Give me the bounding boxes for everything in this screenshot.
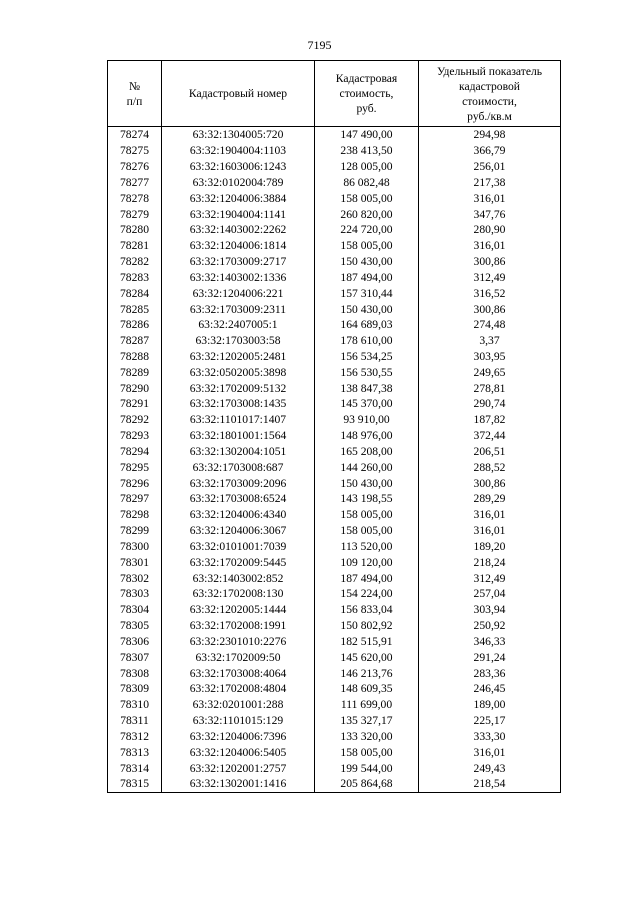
- row-number-cell: 78311: [108, 713, 162, 729]
- specific-indicator-cell: 291,24: [419, 649, 561, 665]
- row-number-cell: 78293: [108, 428, 162, 444]
- header-cadastral-number-label: Кадастровый номер: [188, 87, 288, 100]
- cadastral-value-cell: 224 720,00: [315, 222, 419, 238]
- table-row: [108, 760, 561, 776]
- row-number-cell: 78303: [108, 586, 162, 602]
- cadastral-value-cell: 158 005,00: [315, 744, 419, 760]
- specific-indicator-cell: 246,45: [419, 681, 561, 697]
- specific-indicator-cell: 249,65: [419, 364, 561, 380]
- cadastral-value-cell: 150 430,00: [315, 475, 419, 491]
- specific-indicator-cell: 346,33: [419, 634, 561, 650]
- header-number-sign: №: [128, 79, 141, 93]
- row-number-cell: 78284: [108, 285, 162, 301]
- specific-indicator-cell: 3,37: [419, 333, 561, 349]
- specific-indicator-cell: 249,43: [419, 760, 561, 776]
- specific-indicator-cell: 312,49: [419, 570, 561, 586]
- cadastral-value-cell: 148 609,35: [315, 681, 419, 697]
- cadastral-number-cell: 63:32:1204006:3884: [162, 190, 315, 206]
- specific-indicator-cell: 300,86: [419, 475, 561, 491]
- cadastral-number-cell: 63:32:1204006:5405: [162, 744, 315, 760]
- table-header: [108, 61, 561, 127]
- table-row: [108, 665, 561, 681]
- row-number-cell: 78302: [108, 570, 162, 586]
- header-cadastral-value: [315, 61, 419, 127]
- table-row: [108, 554, 561, 570]
- row-number-cell: 78283: [108, 269, 162, 285]
- cadastral-number-cell: 63:32:1702008:1991: [162, 618, 315, 634]
- row-number-cell: 78310: [108, 697, 162, 713]
- table-row: [108, 238, 561, 254]
- specific-indicator-cell: 316,01: [419, 744, 561, 760]
- cadastral-number-cell: 63:32:1801001:1564: [162, 428, 315, 444]
- cadastral-number-cell: 63:32:1202005:2481: [162, 349, 315, 365]
- table-body: [108, 127, 561, 793]
- cadastral-number-cell: 63:32:1703009:2096: [162, 475, 315, 491]
- row-number-cell: 78305: [108, 618, 162, 634]
- specific-indicator-cell: 250,92: [419, 618, 561, 634]
- cadastral-number-cell: 63:32:1702008:130: [162, 586, 315, 602]
- header-specific-indicator-line: Удельный показатель: [436, 64, 543, 78]
- specific-indicator-cell: 316,01: [419, 523, 561, 539]
- cadastral-number-cell: 63:32:1202001:2757: [162, 760, 315, 776]
- table-row: [108, 634, 561, 650]
- table-row: [108, 190, 561, 206]
- specific-indicator-cell: 218,24: [419, 554, 561, 570]
- table-row: [108, 143, 561, 159]
- row-number-cell: 78285: [108, 301, 162, 317]
- row-number-cell: 78279: [108, 206, 162, 222]
- cadastral-number-cell: 63:32:1204006:1814: [162, 238, 315, 254]
- cadastral-number-cell: 63:32:1702009:5132: [162, 380, 315, 396]
- row-number-cell: 78306: [108, 634, 162, 650]
- specific-indicator-cell: 278,81: [419, 380, 561, 396]
- row-number-cell: 78295: [108, 459, 162, 475]
- table-row: [108, 523, 561, 539]
- cadastral-value-cell: 145 370,00: [315, 396, 419, 412]
- cadastral-number-cell: 63:32:1702009:5445: [162, 554, 315, 570]
- table-row: [108, 127, 561, 143]
- table-row: [108, 269, 561, 285]
- row-number-cell: 78313: [108, 744, 162, 760]
- specific-indicator-cell: 206,51: [419, 444, 561, 460]
- specific-indicator-cell: 280,90: [419, 222, 561, 238]
- cadastral-value-cell: 109 120,00: [315, 554, 419, 570]
- cadastral-value-cell: 156 534,25: [315, 349, 419, 365]
- row-number-cell: 78278: [108, 190, 162, 206]
- specific-indicator-cell: 300,86: [419, 254, 561, 270]
- cadastral-number-cell: 63:32:1302001:1416: [162, 776, 315, 792]
- specific-indicator-cell: 316,52: [419, 285, 561, 301]
- table-row: [108, 206, 561, 222]
- table-row: [108, 364, 561, 380]
- cadastral-value-cell: 157 310,44: [315, 285, 419, 301]
- row-number-cell: 78286: [108, 317, 162, 333]
- row-number-cell: 78280: [108, 222, 162, 238]
- table-row: [108, 159, 561, 175]
- specific-indicator-cell: 257,04: [419, 586, 561, 602]
- row-number-cell: 78309: [108, 681, 162, 697]
- header-cadastral-value-line: руб.: [356, 102, 377, 115]
- cadastral-number-cell: 63:32:1603006:1243: [162, 159, 315, 175]
- header-specific-indicator: [419, 61, 561, 127]
- specific-indicator-cell: 290,74: [419, 396, 561, 412]
- table-row: [108, 254, 561, 270]
- cadastral-number-cell: 63:32:0102004:789: [162, 174, 315, 190]
- cadastral-value-cell: 158 005,00: [315, 523, 419, 539]
- cadastral-value-cell: 93 910,00: [315, 412, 419, 428]
- cadastral-value-cell: 238 413,50: [315, 143, 419, 159]
- cadastral-number-cell: 63:32:1204006:4340: [162, 507, 315, 523]
- specific-indicator-cell: 217,38: [419, 174, 561, 190]
- table-row: [108, 317, 561, 333]
- cadastral-number-cell: 63:32:1403002:1336: [162, 269, 315, 285]
- row-number-cell: 78300: [108, 539, 162, 555]
- cadastral-number-cell: 63:32:2301010:2276: [162, 634, 315, 650]
- specific-indicator-cell: 333,30: [419, 728, 561, 744]
- row-number-cell: 78299: [108, 523, 162, 539]
- specific-indicator-cell: 187,82: [419, 412, 561, 428]
- row-number-cell: 78315: [108, 776, 162, 792]
- cadastral-value-cell: 158 005,00: [315, 190, 419, 206]
- cadastral-value-cell: 150 802,92: [315, 618, 419, 634]
- header-row: [108, 61, 561, 127]
- row-number-cell: 78301: [108, 554, 162, 570]
- cadastral-value-table: [107, 60, 561, 793]
- specific-indicator-cell: 303,95: [419, 349, 561, 365]
- cadastral-number-cell: 63:32:0502005:3898: [162, 364, 315, 380]
- table-row: [108, 301, 561, 317]
- table-row: [108, 728, 561, 744]
- cadastral-value-cell: 178 610,00: [315, 333, 419, 349]
- table-row: [108, 444, 561, 460]
- cadastral-number-cell: 63:32:1904004:1103: [162, 143, 315, 159]
- cadastral-value-cell: 146 213,76: [315, 665, 419, 681]
- cadastral-number-cell: 63:32:1202005:1444: [162, 602, 315, 618]
- table-row: [108, 507, 561, 523]
- cadastral-number-cell: 63:32:1703008:6524: [162, 491, 315, 507]
- table-row: [108, 380, 561, 396]
- cadastral-value-cell: 111 699,00: [315, 697, 419, 713]
- cadastral-value-cell: 156 833,04: [315, 602, 419, 618]
- cadastral-value-cell: 148 976,00: [315, 428, 419, 444]
- cadastral-value-cell: 154 224,00: [315, 586, 419, 602]
- specific-indicator-cell: 312,49: [419, 269, 561, 285]
- cadastral-value-cell: 86 082,48: [315, 174, 419, 190]
- row-number-cell: 78297: [108, 491, 162, 507]
- table-row: [108, 349, 561, 365]
- table-row: [108, 222, 561, 238]
- cadastral-number-cell: 63:32:1101015:129: [162, 713, 315, 729]
- specific-indicator-cell: 300,86: [419, 301, 561, 317]
- header-specific-indicator-line: стоимости,: [462, 94, 517, 108]
- cadastral-number-cell: 63:32:1204006:221: [162, 285, 315, 301]
- cadastral-value-cell: 144 260,00: [315, 459, 419, 475]
- cadastral-number-cell: 63:32:1403002:2262: [162, 222, 315, 238]
- table-row: [108, 412, 561, 428]
- cadastral-value-cell: 164 689,03: [315, 317, 419, 333]
- cadastral-number-cell: 63:32:0201001:288: [162, 697, 315, 713]
- specific-indicator-cell: 218,54: [419, 776, 561, 792]
- cadastral-value-cell: 260 820,00: [315, 206, 419, 222]
- row-number-cell: 78304: [108, 602, 162, 618]
- cadastral-value-cell: 128 005,00: [315, 159, 419, 175]
- specific-indicator-cell: 316,01: [419, 238, 561, 254]
- cadastral-number-cell: 63:32:1101017:1407: [162, 412, 315, 428]
- specific-indicator-cell: 303,94: [419, 602, 561, 618]
- cadastral-number-cell: 63:32:2407005:1: [162, 317, 315, 333]
- row-number-cell: 78287: [108, 333, 162, 349]
- table-row: [108, 713, 561, 729]
- specific-indicator-cell: 256,01: [419, 159, 561, 175]
- header-specific-indicator-line: руб./кв.м: [467, 109, 512, 123]
- table-row: [108, 459, 561, 475]
- row-number-cell: 78298: [108, 507, 162, 523]
- cadastral-number-cell: 63:32:1304005:720: [162, 127, 315, 143]
- cadastral-value-cell: 205 864,68: [315, 776, 419, 792]
- cadastral-value-cell: 158 005,00: [315, 507, 419, 523]
- cadastral-number-cell: 63:32:0101001:7039: [162, 539, 315, 555]
- row-number-cell: 78308: [108, 665, 162, 681]
- header-number-abbrev: п/п: [126, 94, 143, 108]
- cadastral-number-cell: 63:32:1703009:2717: [162, 254, 315, 270]
- page-number: 7195: [307, 38, 332, 52]
- cadastral-value-cell: 165 208,00: [315, 444, 419, 460]
- specific-indicator-cell: 288,52: [419, 459, 561, 475]
- row-number-cell: 78314: [108, 760, 162, 776]
- specific-indicator-cell: 294,98: [419, 127, 561, 143]
- header-specific-indicator-line: кадастровой: [459, 79, 520, 93]
- table-row: [108, 333, 561, 349]
- cadastral-value-cell: 187 494,00: [315, 570, 419, 586]
- cadastral-value-cell: 156 530,55: [315, 364, 419, 380]
- row-number-cell: 78274: [108, 127, 162, 143]
- table-row: [108, 697, 561, 713]
- row-number-cell: 78292: [108, 412, 162, 428]
- specific-indicator-cell: 316,01: [419, 190, 561, 206]
- row-number-cell: 78296: [108, 475, 162, 491]
- row-number-cell: 78307: [108, 649, 162, 665]
- specific-indicator-cell: 283,36: [419, 665, 561, 681]
- cadastral-number-cell: 63:32:1702009:50: [162, 649, 315, 665]
- cadastral-number-cell: 63:32:1403002:852: [162, 570, 315, 586]
- cadastral-number-cell: 63:32:1204006:7396: [162, 728, 315, 744]
- cadastral-value-cell: 182 515,91: [315, 634, 419, 650]
- cadastral-value-cell: 199 544,00: [315, 760, 419, 776]
- cadastral-value-cell: 150 430,00: [315, 254, 419, 270]
- table-row: [108, 570, 561, 586]
- specific-indicator-cell: 366,79: [419, 143, 561, 159]
- cadastral-value-cell: 113 520,00: [315, 539, 419, 555]
- row-number-cell: 78294: [108, 444, 162, 460]
- table-row: [108, 491, 561, 507]
- row-number-cell: 78276: [108, 159, 162, 175]
- cadastral-value-cell: 187 494,00: [315, 269, 419, 285]
- row-number-cell: 78289: [108, 364, 162, 380]
- table-row: [108, 174, 561, 190]
- row-number-cell: 78312: [108, 728, 162, 744]
- cadastral-value-cell: 138 847,38: [315, 380, 419, 396]
- table-row: [108, 776, 561, 792]
- cadastral-number-cell: 63:32:1703008:4064: [162, 665, 315, 681]
- specific-indicator-cell: 274,48: [419, 317, 561, 333]
- cadastral-number-cell: 63:32:1703009:2311: [162, 301, 315, 317]
- table-row: [108, 649, 561, 665]
- row-number-cell: 78290: [108, 380, 162, 396]
- row-number-cell: 78281: [108, 238, 162, 254]
- row-number-cell: 78288: [108, 349, 162, 365]
- header-cadastral-value-line: Кадастровая: [335, 72, 398, 85]
- row-number-cell: 78275: [108, 143, 162, 159]
- row-number-cell: 78291: [108, 396, 162, 412]
- table-row: [108, 586, 561, 602]
- table-row: [108, 428, 561, 444]
- table-row: [108, 285, 561, 301]
- row-number-cell: 78277: [108, 174, 162, 190]
- table-row: [108, 475, 561, 491]
- cadastral-number-cell: 63:32:1204006:3067: [162, 523, 315, 539]
- cadastral-number-cell: 63:32:1702008:4804: [162, 681, 315, 697]
- specific-indicator-cell: 189,20: [419, 539, 561, 555]
- specific-indicator-cell: 372,44: [419, 428, 561, 444]
- table-row: [108, 744, 561, 760]
- specific-indicator-cell: 225,17: [419, 713, 561, 729]
- table-row: [108, 539, 561, 555]
- cadastral-value-cell: 158 005,00: [315, 238, 419, 254]
- cadastral-number-cell: 63:32:1703008:1435: [162, 396, 315, 412]
- table-row: [108, 396, 561, 412]
- cadastral-number-cell: 63:32:1703008:687: [162, 459, 315, 475]
- cadastral-number-cell: 63:32:1703003:58: [162, 333, 315, 349]
- cadastral-number-cell: 63:32:1904004:1141: [162, 206, 315, 222]
- cadastral-number-cell: 63:32:1302004:1051: [162, 444, 315, 460]
- specific-indicator-cell: 347,76: [419, 206, 561, 222]
- cadastral-value-cell: 143 198,55: [315, 491, 419, 507]
- cadastral-value-cell: 150 430,00: [315, 301, 419, 317]
- header-row-number: [108, 61, 162, 127]
- table-row: [108, 681, 561, 697]
- specific-indicator-cell: 316,01: [419, 507, 561, 523]
- cadastral-value-cell: 147 490,00: [315, 127, 419, 143]
- table-row: [108, 602, 561, 618]
- cadastral-value-cell: 135 327,17: [315, 713, 419, 729]
- specific-indicator-cell: 189,00: [419, 697, 561, 713]
- header-cadastral-value-line: стоимость,: [339, 87, 394, 100]
- header-cadastral-number: [162, 61, 315, 127]
- cadastral-value-cell: 145 620,00: [315, 649, 419, 665]
- specific-indicator-cell: 289,29: [419, 491, 561, 507]
- table-row: [108, 618, 561, 634]
- cadastral-value-cell: 133 320,00: [315, 728, 419, 744]
- row-number-cell: 78282: [108, 254, 162, 270]
